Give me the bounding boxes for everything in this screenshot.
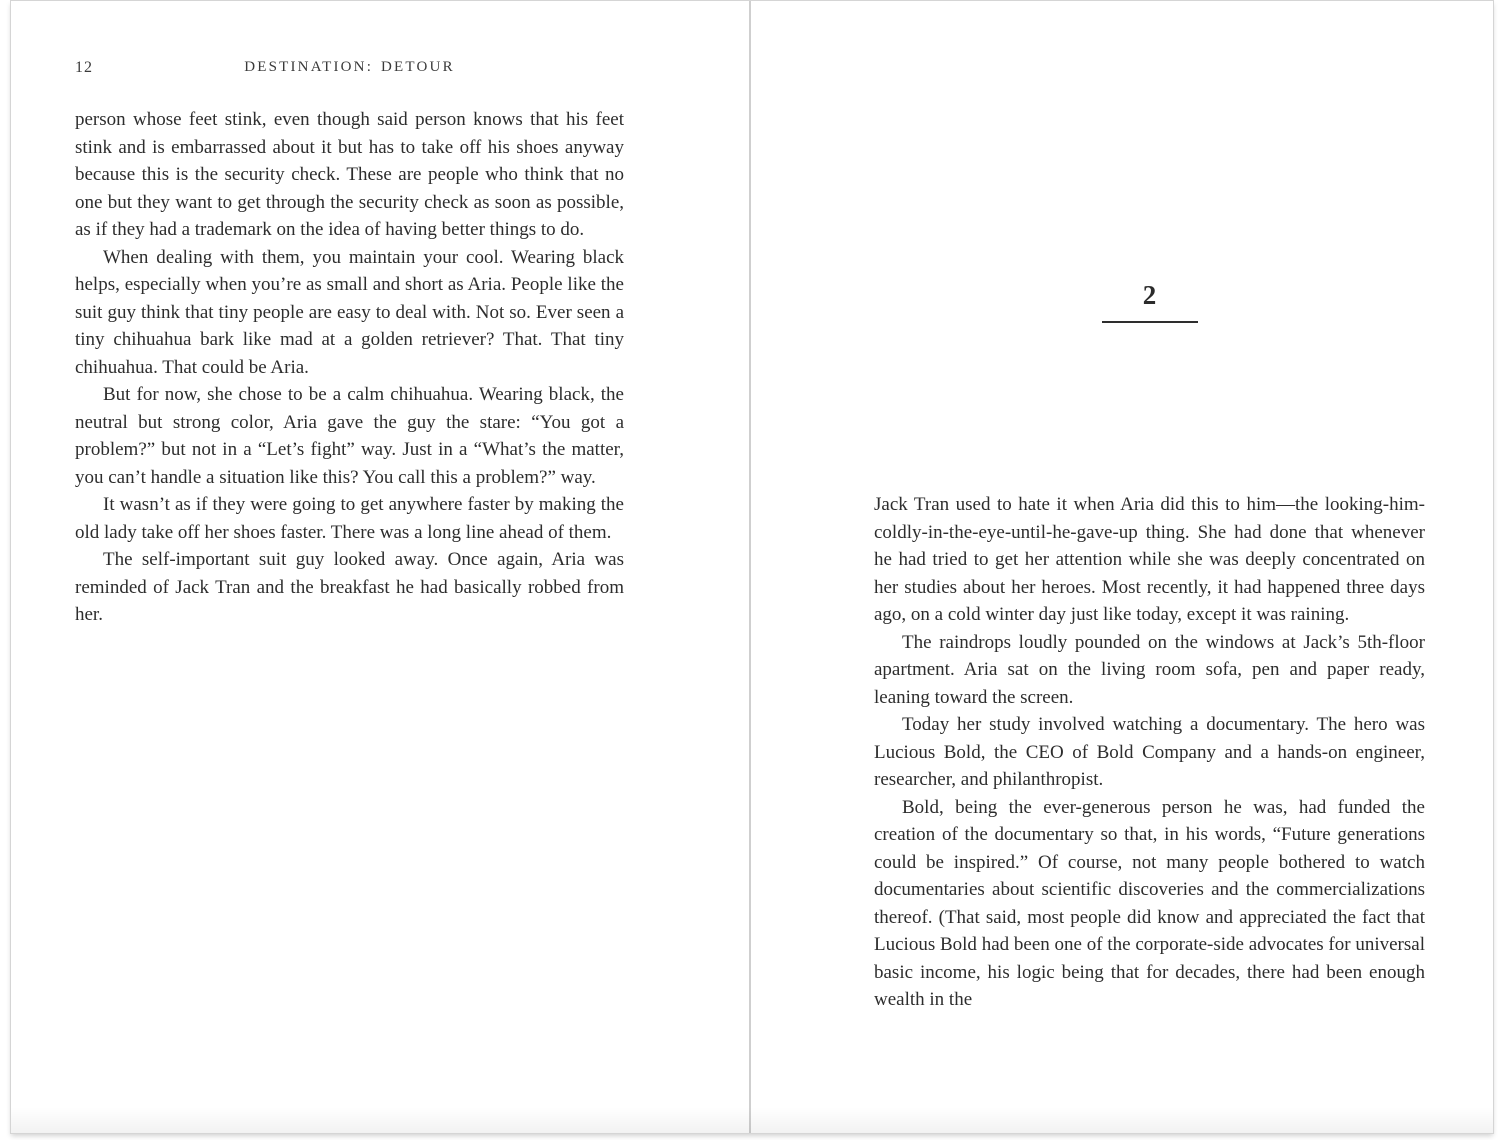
chapter-rule [1102, 321, 1198, 323]
body-paragraph: When dealing with them, you maintain your cool. Wearing black helps, especially when you’re as small and short as Aria. People like the suit guy think that tiny people are easy to deal with. Not so. Ever seen a tiny chihuahua bark like mad at a golden retriever? That. That tiny chihuahua. That could be Aria. [75, 246, 624, 378]
left-page-body [75, 106, 624, 629]
running-head: DESTINATION: DETOUR [244, 59, 455, 75]
body-paragraph: Today her study involved watching a documentary. The hero was Lucious Bold, the CEO of Bold Company and a hands-on engineer, researcher, and philanthropist. [874, 714, 1425, 790]
left-page[interactable] [11, 1, 749, 1133]
body-paragraph: Jack Tran used to hate it when Aria did this to him—the looking-him-coldly-in-the-eye-until-he-gave-up thing. She had done that whenever he had tried to get her attention while she was deeply concentrated on her studies about her heroes. Most recently, it had happened three days ago, on a cold winter day just like today, except it was raining. [874, 494, 1425, 625]
page-spread [11, 1, 1493, 1133]
page-number: 12 [75, 59, 93, 76]
chapter-number: 2 [1142, 280, 1157, 310]
right-page[interactable] [751, 1, 1493, 1133]
body-paragraph: But for now, she chose to be a calm chihuahua. Wearing black, the neutral but strong color, Aria gave the guy the stare: “You got a problem?” but not in a “Let’s fight” way. Just in a “What’s the matter, you can’t handle a situation like this? You call this a problem?” way. [75, 384, 624, 488]
reader-frame [10, 0, 1494, 1134]
right-page-body [874, 491, 1425, 1014]
body-paragraph: The raindrops loudly pounded on the windows at Jack’s 5th-floor apartment. Aria sat on the living room sofa, pen and paper ready, leaning toward the screen. [874, 631, 1425, 708]
body-paragraph: person whose feet stink, even though said person knows that his feet stink and is embarrassed about it but has to take off his shoes anyway because this is the security check. These are people who think that no one but they want to get through the security check as soon as possible, as if they had a trademark on the idea of having better things to do. [75, 109, 624, 240]
body-paragraph: It wasn’t as if they were going to get anywhere faster by making the old lady take off her shoes faster. There was a long line ahead of them. [75, 494, 624, 543]
body-paragraph: Bold, being the ever-generous person he was, had funded the creation of the documentary so that, in his words, “Future generations could be inspired.” Of course, not many people bothered to watch documentaries about scientific discoveries and the commercializations thereof. (That said, most people did know and appreciated the fact that Lucious Bold had been one of the corporate-side advocates for universal basic income, his logic being that for decades, there had been enough wealth in the [874, 796, 1425, 1010]
left-page-header [75, 1, 624, 75]
body-paragraph: The self-important suit guy looked away. Once again, Aria was reminded of Jack Tran and the breakfast he had basically robbed from her. [75, 549, 624, 625]
chapter-heading [874, 1, 1425, 323]
